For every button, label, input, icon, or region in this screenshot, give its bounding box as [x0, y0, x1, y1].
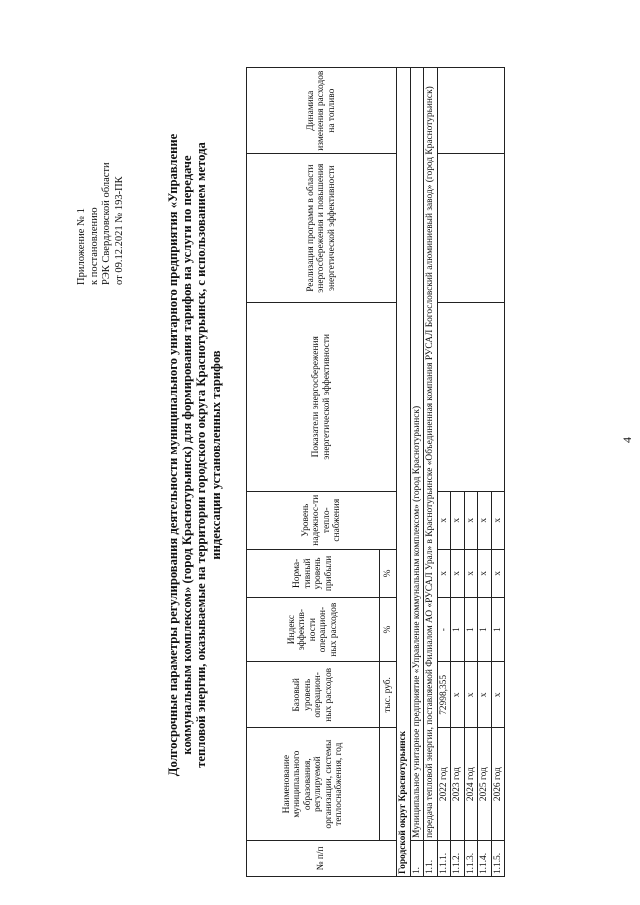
row-reliability: х: [478, 491, 492, 549]
table-row: [437, 68, 451, 877]
header-profit: Норма-тивный уровень прибыли: [247, 549, 380, 597]
org-text: Муниципальное унитарное предприятие «Управление коммунальным комплексом» (город Краснотурьинск): [410, 68, 424, 841]
row-year: 2022 год: [437, 728, 451, 840]
row-year: 2025 год: [478, 728, 492, 840]
header-num: № п/п: [247, 840, 397, 876]
row-base: х: [464, 662, 478, 728]
cell-energy: [437, 302, 505, 491]
row-base: 72998,355: [437, 662, 451, 728]
cell-fuel: [437, 68, 505, 154]
header-index: Индекс эффектив-ности операцион-ных расходов: [247, 598, 380, 662]
row-index: 1: [451, 598, 465, 662]
header-fuel: Динамика изменения расходов на топливо: [247, 68, 397, 154]
title-line: тепловой энергии, оказываемые на территории городского округа Краснотурьинск, с использованием метода: [194, 142, 209, 768]
row-base: х: [491, 662, 505, 728]
row-profit: х: [464, 549, 478, 597]
header-reliability: Уровень надежнос-ти тепло-снабжения: [247, 491, 397, 549]
appendix-line: от 09.12.2021 № 193-ПК: [113, 176, 125, 285]
row-reliability: х: [491, 491, 505, 549]
units-profit: %: [380, 549, 397, 597]
row-num: 1.1.3.: [464, 840, 478, 876]
page-number: 4: [620, 437, 634, 443]
org-num: 1.: [410, 840, 424, 876]
row-index: 1: [478, 598, 492, 662]
header-programs: Реализация программ в области энергосбережения и повышения энергетической эффективности: [247, 154, 397, 303]
units-base: тыс. руб.: [380, 662, 397, 728]
row-year: 2023 год: [451, 728, 465, 840]
title-line: Долгосрочные параметры регулирования деятельности муниципального унитарного предприятия «Управление: [166, 133, 180, 777]
row-profit: х: [478, 549, 492, 597]
row-index: -: [437, 598, 451, 662]
appendix-block: [76, 162, 126, 285]
row-index: 1: [491, 598, 505, 662]
header-base: Базовый уровень операцион-ных расходов: [247, 662, 380, 728]
units-blank: [380, 728, 397, 840]
table-header-row: [247, 68, 380, 877]
org-row: [410, 68, 424, 877]
row-profit: х: [437, 549, 451, 597]
system-text: передача тепловой энергии, поставляемой Филиалом АО «РУСАЛ Урал» в Краснотурьинске «Объединенная компания РУСАЛ Богословский алюминиевый завод» (город Краснотурьинск): [424, 68, 438, 841]
row-base: х: [478, 662, 492, 728]
appendix-line: к постановлению: [88, 207, 100, 285]
section-title: Городской округ Краснотурьинск: [397, 68, 411, 877]
section-row: [397, 68, 411, 877]
header-energy: Показатели энергосбережения энергетической эффективности: [247, 302, 397, 491]
parameters-table: [246, 67, 505, 877]
row-profit: х: [491, 549, 505, 597]
system-row: [424, 68, 438, 877]
header-name: Наименование муниципального образования, регулируемой организации, системы теплоснабжения, год: [247, 728, 380, 840]
row-num: 1.1.2.: [451, 840, 465, 876]
row-index: 1: [464, 598, 478, 662]
cell-programs: [437, 154, 505, 303]
row-profit: х: [451, 549, 465, 597]
system-num: 1.1.: [424, 840, 438, 876]
document-title: [166, 75, 223, 835]
row-num: 1.1.5.: [491, 840, 505, 876]
units-index: %: [380, 598, 397, 662]
title-line: индексации установленных тарифов: [208, 350, 223, 560]
row-reliability: х: [437, 491, 451, 549]
row-year: 2024 год: [464, 728, 478, 840]
row-num: 1.1.1.: [437, 840, 451, 876]
row-reliability: х: [451, 491, 465, 549]
row-base: х: [451, 662, 465, 728]
row-year: 2026 год: [491, 728, 505, 840]
row-num: 1.1.4.: [478, 840, 492, 876]
row-reliability: х: [464, 491, 478, 549]
title-line: коммунальным комплексом» (город Краснотурьинск) для формирования тарифов на услуги по передаче: [180, 155, 195, 755]
appendix-line: РЭК Свердловской области: [101, 162, 112, 285]
appendix-line: Приложение № 1: [76, 208, 87, 285]
